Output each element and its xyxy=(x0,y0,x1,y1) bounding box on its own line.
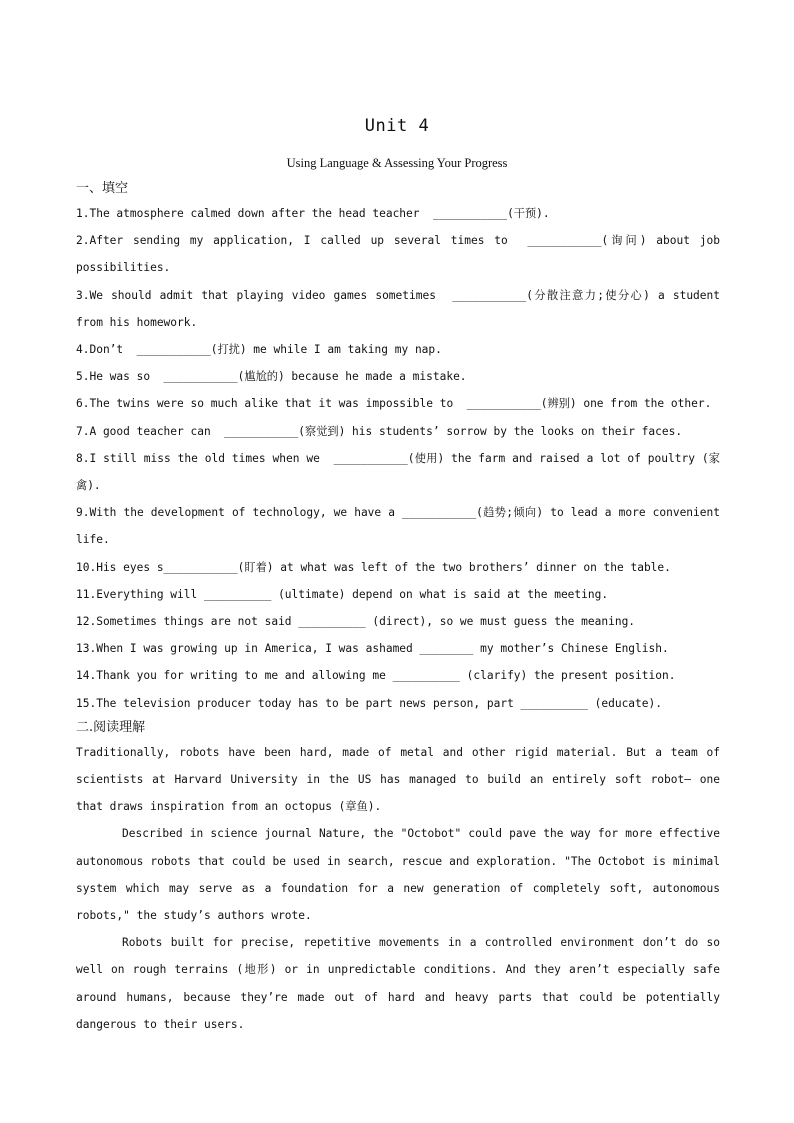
question-item: 2.After sending my application, I called up several times to ___________(询问) about job possibilities. xyxy=(76,234,727,275)
question-item: 4.Don’t ___________(打扰) me while I am taking my nap. xyxy=(76,343,442,357)
passage-paragraph: Robots built for precise, repetitive movements in a controlled environment don’t do so well on rough terrains (地形) or in unpredictable conditions. And they aren’t especially safe around humans, because they’re made out of hard and heavy parts that could be potentially dangerous to their users. xyxy=(76,936,720,1031)
question-item: 8.I still miss the old times when we ___________(使用) the farm and raised a lot of poultry (家禽). xyxy=(76,451,720,493)
section-heading-reading: 二.阅读理解 xyxy=(76,719,146,735)
question-list xyxy=(76,200,727,717)
question-item: 6.The twins were so much alike that it was impossible to ___________(辨别) one from the other. xyxy=(76,397,712,411)
question-item: 7.A good teacher can ___________(察觉到) his students’ sorrow by the looks on their faces. xyxy=(76,424,683,438)
question-item: 12.Sometimes things are not said __________ (direct), so we must guess the meaning. xyxy=(76,615,636,629)
page-subtitle: Using Language & Assessing Your Progress xyxy=(286,156,508,170)
question-item: 1.The atmosphere calmed down after the head teacher ___________(干预). xyxy=(76,207,550,220)
section-heading-fill-blanks: 一、填空 xyxy=(76,181,129,196)
question-item: 15.The television producer today has to be part news person, part __________ (educate). xyxy=(76,696,662,710)
question-item: 10.His eyes s___________(盯着) at what was left of the two brothers’ dinner on the table. xyxy=(76,560,671,574)
passage-paragraph: Traditionally, robots have been hard, made of metal and other rigid material. But a team of scientists at Harvard University in the US has managed to build an entirely soft robot— one that draws inspiration from an octopus (章鱼). xyxy=(76,745,720,814)
question-item: 14.Thank you for writing to me and allowing me __________ (clarify) the present position. xyxy=(76,669,676,683)
question-item: 3.We should admit that playing video games sometimes ___________(分散注意力;使分心) a student from his homework. xyxy=(76,288,727,329)
reading-passage xyxy=(76,739,720,1038)
document-body xyxy=(76,178,727,1038)
page-title: Unit 4 xyxy=(364,116,430,136)
question-item: 11.Everything will __________ (ultimate) depend on what is said at the meeting. xyxy=(76,587,609,601)
question-item: 13.When I was growing up in America, I was ashamed ________ my mother’s Chinese English. xyxy=(76,642,669,656)
passage-paragraph: Described in science journal Nature, the "Octobot" could pave the way for more effective autonomous robots that could be used in search, rescue and exploration. "The Octobot is minimal system which may serve as a foundation for a new generation of completely soft, autonomous robots," the study’s authors wrote. xyxy=(76,827,720,923)
question-item: 9.With the development of technology, we have a ___________(趋势;倾向) to lead a more convenient life. xyxy=(76,506,727,547)
question-item: 5.He was so ___________(尴尬的) because he made a mistake. xyxy=(76,370,467,384)
